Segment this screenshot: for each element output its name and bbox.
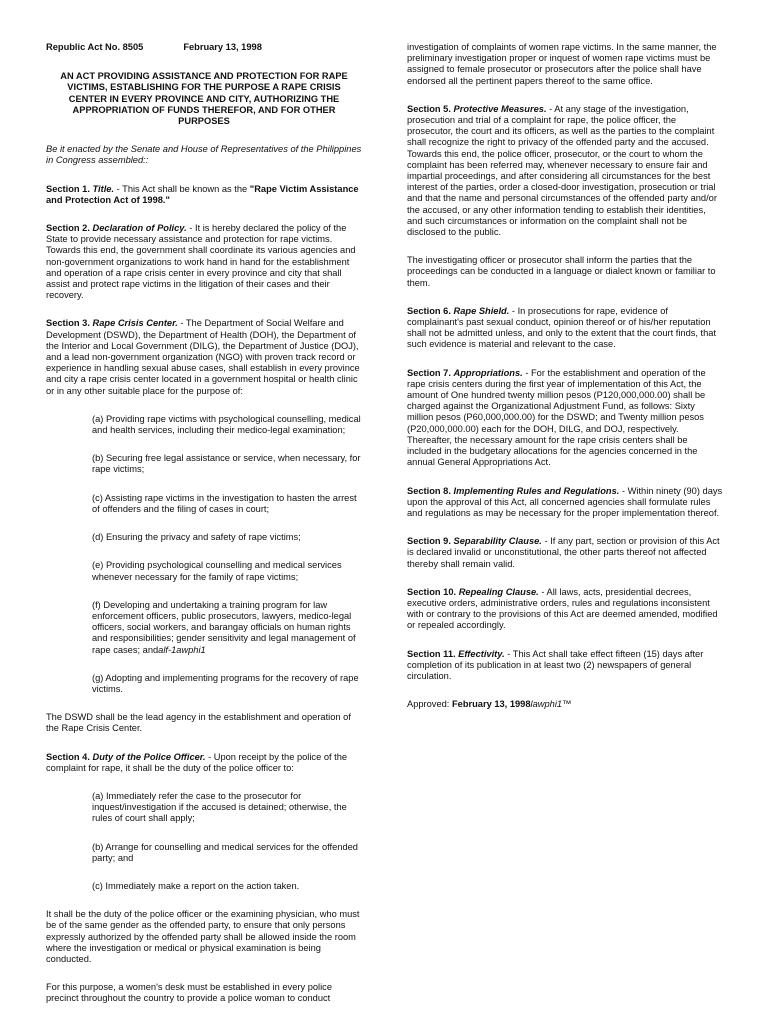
section-3 [46,318,362,396]
list-item-text: (f) Developing and undertaking a training program for law enforcement officers, public prosecutors, lawyers, medico-legal officers, social workers, and barangay officials on human rights and responsibilities; gender sensitivity and legal management of rape cases; and [92,599,356,655]
act-title: AN ACT PROVIDING ASSISTANCE AND PROTECTION FOR RAPE VICTIMS, ESTABLISHING FOR THE PURPOSE A RAPE CRISIS CENTER IN EVERY PROVINCE AND CITY, AUTHORIZING THE APPROPRIATION OF FUNDS THEREFOR, AND FOR OTHER PURPOSES [60,71,348,127]
paragraph: For this purpose, a women's desk must be established in every police precinct throughout the country to provide a police woman to conduct [46,982,332,1004]
paragraph: It shall be the duty of the police officer or the examining physician, who must be of the same gender as the offended party, to ensure that only persons expressly authorized by the offended party shall be allowed inside the room where the investigation or medical or physical examination is being conducted. [46,909,360,964]
enacting-clause: Be it enacted by the Senate and House of Representatives of the Philippines in Congress assembled:: [46,144,362,166]
section-title: Duty of the Police Officer. [92,751,206,762]
section-number: Section 8. [407,485,451,496]
section-2 [46,223,362,301]
act-number: Republic Act No. 8505 [46,42,144,52]
section-title: Repealing Clause. [458,586,539,597]
list-item [92,600,362,656]
section-9 [407,536,723,570]
section-text: - If any part, section or provision of this Act is declared invalid or unconstitutional, the other parts thereof not affected thereby shall remain valid. [407,536,720,569]
section-text: - It is hereby declared the policy of the State to provide necessary assistance and protection for rape victims. Towards this end, the government shall coordinate its various agencies and non-government organizations to work hand in hand for the establishment and operation of a rape crisis center in every province and city that shall assist and protect rape victims in the litigation of their cases and their recovery. [46,223,356,301]
section-1 [46,184,362,206]
section-text: - In prosecutions for rape, evidence of complainant's past sexual conduct, opinion thereof or of his/her reputation shall not be admitted unless, and only to the extent that the court finds, that such evidence is material and relevant to the case. [407,305,717,350]
section-11 [407,649,723,683]
section-title: Rape Shield. [453,305,510,316]
short-title: "Rape Victim Assistance and Protection Act of 1998." [46,183,359,205]
left-column [46,42,362,1005]
section-title: Title. [92,183,115,194]
watermark-text: alf-1awphi1 [158,644,206,655]
list-item: (c) Assisting rape victims in the investigation to hasten the arrest of offenders and the filing of cases in court; [92,492,357,514]
section-text: - For the establishment and operation of the rape crisis centers during the first year of implementation of this Act, the amount of One hundred twenty million pesos (P120,000,000.00) shall be charged against the Organizational Adjustment Fund, as follows: Sixty million pesos (P60,000,000.00) for the DSWD; and Twenty million pesos (P20,000,000.00) each for the DOH, DILG, and DOJ, respectively. Thereafter, the necessary amount for the rape crisis centers shall be included in the budgetary allocations for the agencies concerned in the annual General Appropriations Act. [407,367,706,468]
section-text: - This Act shall be known as the [114,183,250,194]
list-item: (a) Providing rape victims with psychological counselling, medical and health services, including their medico-legal examination; [92,413,361,436]
document-header [46,42,362,53]
section-number: Section 2. [46,223,90,234]
section-4 [46,752,362,774]
section-title: Effectivity. [458,648,505,659]
section-10 [407,587,723,632]
act-date: February 13, 1998 [183,42,262,52]
section-title: Separability Clause. [453,536,542,547]
section-number: Section 7. [407,367,451,378]
section-5 [407,104,723,238]
section-text: - All laws, acts, presidential decrees, executive orders, administrative orders, rules and regulations inconsistent with or contrary to the provisions of this Act are deemed amended, modified or repealed accordingly. [407,586,718,631]
section-number: Section 4. [46,751,90,762]
section-title: Protective Measures. [453,103,547,114]
section-text: - Within ninety (90) days upon the approval of this Act, all concerned agencies shall formulate rules and regulations as may be necessary for the proper implementation thereof. [407,485,723,518]
paragraph: investigation of complaints of women rape victims. In the same manner, the preliminary investigation proper or inquest of women rape victims must be assigned to female prosecutor or prosecutors after the police shall have endorsed all the pertinent papers thereof to the same office. [407,42,717,86]
section-title: Appropriations. [453,367,523,378]
list-item: (b) Arrange for counselling and medical services for the offended party; and [92,841,358,863]
section-title: Declaration of Policy. [92,223,187,234]
section-number: Section 1. [46,183,90,194]
approved-label: Approved: [407,699,452,710]
right-column [407,42,723,710]
section-number: Section 5. [407,103,451,114]
approved-date: February 13, 1998 [451,699,531,710]
section-text: - Upon receipt by the police of the complaint for rape, it shall be the duty of the police officer to: [46,751,348,773]
paragraph: The investigating officer or prosecutor shall inform the parties that the proceedings can be conducted in a language or dialect known or familiar to them. [407,255,716,288]
section-text: - This Act shall take effect fifteen (15) days after completion of its publication in at least two (2) newspapers of general circulation. [407,648,704,681]
list-item: (a) Immediately refer the case to the prosecutor for inquest/investigation if the accused is detained; otherwise, the rules of court shall apply; [92,790,347,824]
list-item: (b) Securing free legal assistance or service, when necessary, for rape victims; [92,453,361,475]
section-8 [407,486,723,520]
section-number: Section 11. [407,648,456,659]
section-7 [407,368,723,469]
list-item: (g) Adopting and implementing programs for the recovery of rape victims. [92,672,359,694]
section-number: Section 6. [407,305,451,316]
list-item: (d) Ensuring the privacy and safety of rape victims; [92,532,301,543]
section-title: Rape Crisis Center. [92,318,178,329]
section-text: - The Department of Social Welfare and Development (DSWD), the Department of Health (DOH), the Department of the Interior and Local Government (DILG), the Department of Justice (DOJ), and a lead non-government organization (NGO) with proven track record or experience in handling sexual abuse cases, shall establish in every province and city a rape crisis center located in a government hospital or health clinic or in any other suitable place for the purpose of: [46,318,360,396]
paragraph: The DSWD shall be the lead agency in the establishment and operation of the Rape Crisis Center. [46,712,351,734]
watermark-text: lawphi1™ [530,699,572,710]
section-number: Section 3. [46,318,90,329]
list-item: (c) Immediately make a report on the action taken. [92,880,300,891]
approval-line [407,699,723,710]
section-number: Section 10. [407,586,457,597]
section-title: Implementing Rules and Regulations. [453,485,620,496]
list-item: (e) Providing psychological counselling and medical services whenever necessary for the family of rape victims; [92,560,342,582]
section-number: Section 9. [407,536,451,547]
section-text: - At any stage of the investigation, prosecution and trial of a complaint for rape, the police officer, the prosecutor, the court and its officers, as well as the parties to the complaint shall recognize the right to privacy of the offended party and the accused. Towards this end, the police officer, prosecutor, or the court to whom the complaint has been referred may, whenever necessary to ensure fair and impartial proceedings, and after considering all circumstances for the best interest of the parties, order a closed-door investigation, prosecution or trial and that the name and personal circumstances of the offended party and/or the accused, or any other information tending to establish their identities, and such circumstances or information on the complaint shall not be disclosed to the public. [407,103,717,238]
section-6 [407,306,723,351]
